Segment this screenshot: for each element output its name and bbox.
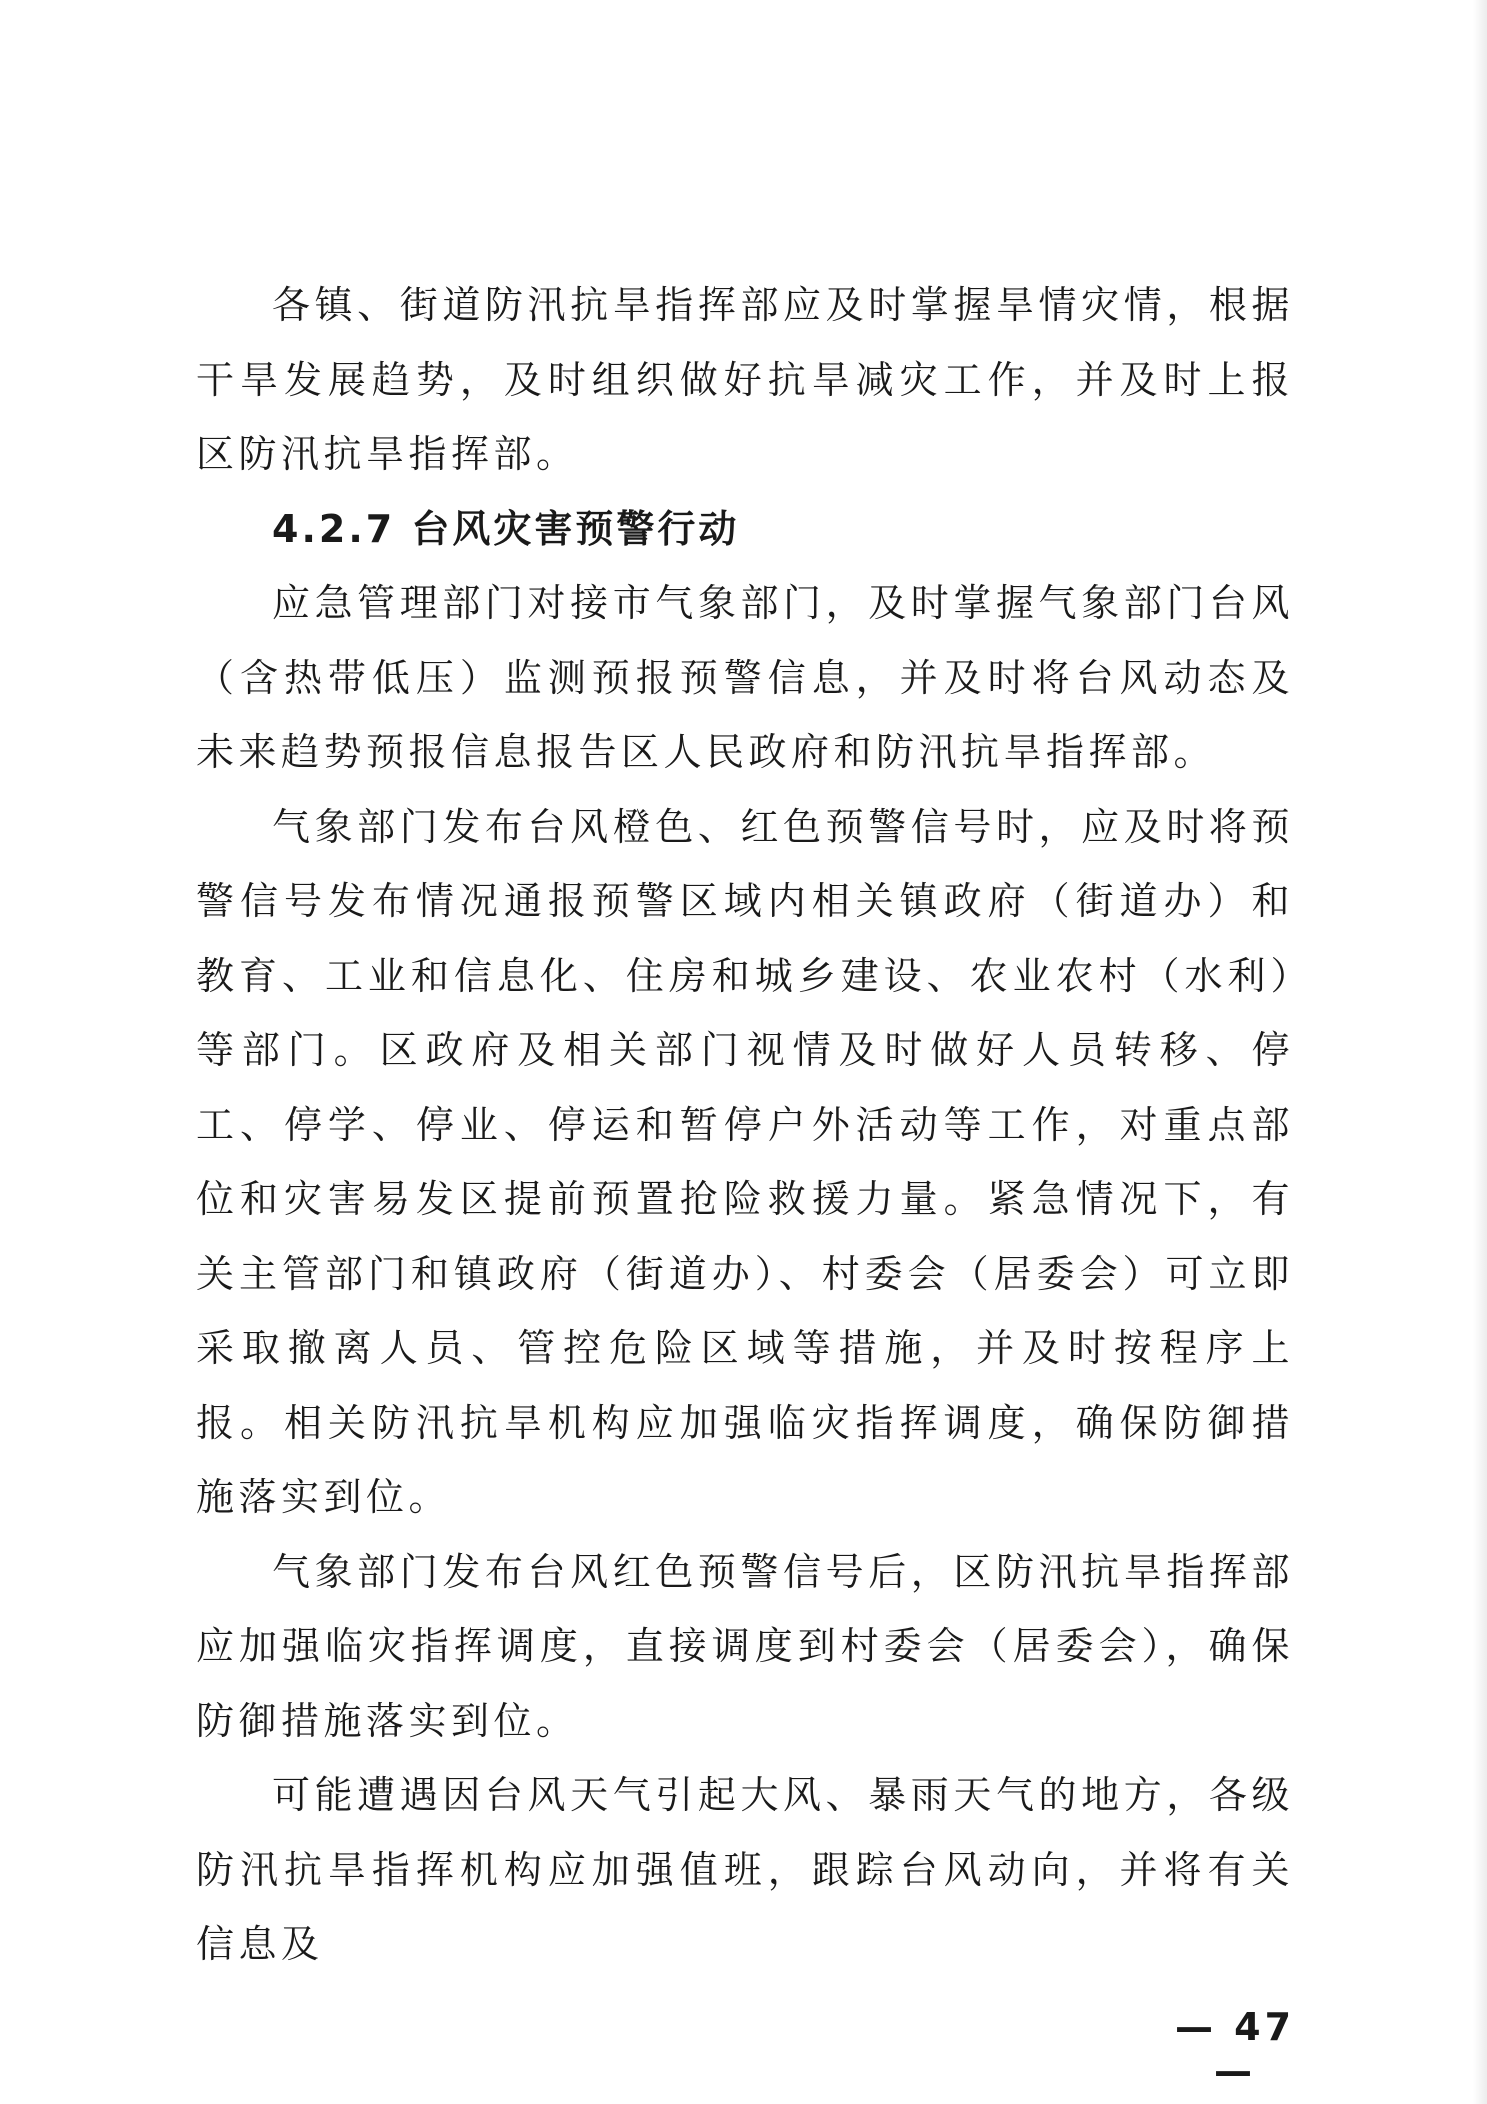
paragraph-red-warning-dispatch: 气象部门发布台风红色预警信号后，区防汛抗旱指挥部应加强临灾指挥调度，直接调度到村委会（居委会），确保防御措施落实到位。 — [196, 1549, 1294, 1743]
scan-edge-shadow — [1473, 0, 1487, 2104]
body-text — [196, 268, 1294, 1982]
page-number: — 47 — — [1174, 2005, 1296, 2093]
paragraph-wind-rain-duty: 可能遭遇因台风天气引起大风、暴雨天气的地方，各级防汛抗旱指挥机构应加强值班，跟踪台风动向，并将有关信息及 — [196, 1773, 1294, 1966]
paragraph-typhoon-monitoring: 应急管理部门对接市气象部门，及时掌握气象部门台风（含热带低压）监测预报预警信息，并及时将台风动态及未来趋势预报信息报告区人民政府和防汛抗旱指挥部。 — [196, 581, 1294, 774]
paragraph-drought-report: 各镇、街道防汛抗旱指挥部应及时掌握旱情灾情，根据干旱发展趋势，及时组织做好抗旱减灾工作，并及时上报区防汛抗旱指挥部。 — [196, 283, 1294, 476]
section-heading: 4.2.7 台风灾害预警行动 — [272, 506, 740, 551]
paragraph-orange-red-warning: 气象部门发布台风橙色、红色预警信号时，应及时将预警信号发布情况通报预警区域内相关镇政府（街道办）和教育、工业和信息化、住房和城乡建设、农业农村（水利）等部门。区政府及相关部门视情及时做好人员转移、停工、停学、停业、停运和暂停户外活动等工作，对重点部位和灾害易发区提前预置抢险救援力量。紧急情况下，有关主管部门和镇政府（街道办）、村委会（居委会）可立即采取撤离人员、管控危险区域等措施，并及时按程序上报。相关防汛抗旱机构应加强临灾指挥调度，确保防御措施落实到位。 — [196, 804, 1294, 1519]
